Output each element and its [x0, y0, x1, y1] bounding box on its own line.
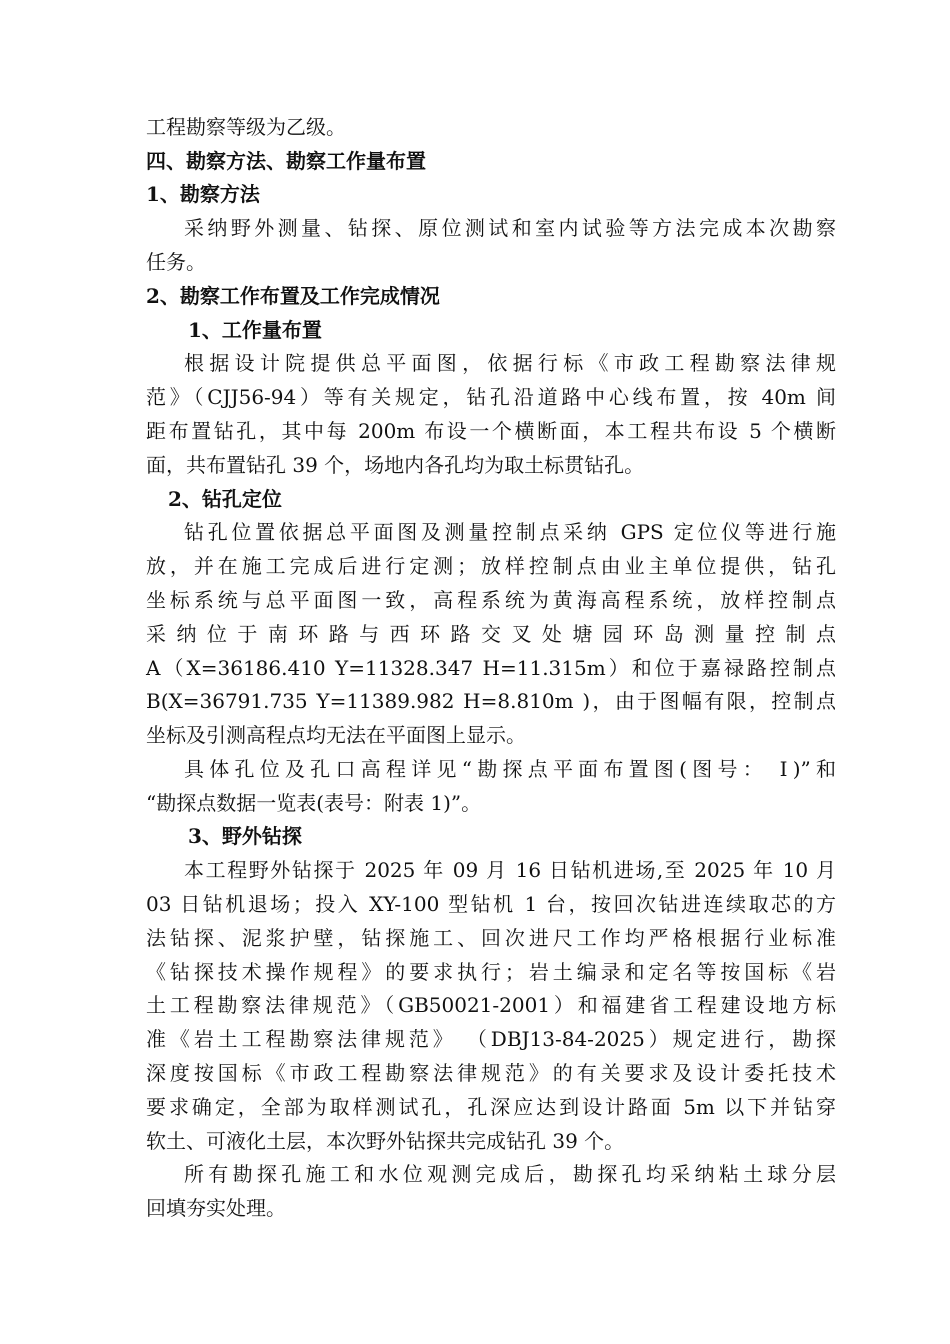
paragraph-line: 要求确定，全部为取样测试孔，孔深应达到设计路面 5m 以下并钻穿	[146, 1095, 836, 1119]
subsection-heading: 1、勘察方法	[146, 182, 260, 206]
paragraph-line: “勘探点数据一览表(表号：附表 1)”。	[146, 791, 482, 815]
paragraph-line: 回填夯实处理。	[146, 1196, 286, 1220]
paragraph-line: 本工程野外钻探于 2025 年 09 月 16 日钻机进场,至 2025 年 10 月	[184, 858, 836, 882]
paragraph-line: 深度按国标《市政工程勘察法律规范》的有关要求及设计委托技术	[146, 1061, 836, 1085]
paragraph-line: 《钻探技术操作规程》的要求执行；岩土编录和定名等按国标《岩	[146, 960, 836, 984]
paragraph-line: 坐标及引测高程点均无法在平面图上显示。	[146, 723, 526, 747]
paragraph-line: 工程勘察等级为乙级。	[146, 115, 346, 139]
paragraph-line: 准《岩土工程勘察法律规范》 （DBJ13-84-2025）规定进行，勘探	[146, 1027, 836, 1051]
paragraph-line: 任务。	[146, 250, 206, 274]
paragraph-line: A（X=36186.410 Y=11328.347 H=11.315m）和位于嘉禄路控制点	[146, 656, 836, 680]
paragraph-line: 距布置钻孔，其中每 200m 布设一个横断面，本工程共布设 5 个横断	[146, 419, 836, 443]
paragraph-line: 所有勘探孔施工和水位观测完成后，勘探孔均采纳粘土球分层	[184, 1162, 836, 1186]
paragraph-line: 土工程勘察法律规范》（GB50021-2001）和福建省工程建设地方标	[146, 993, 836, 1017]
subsection-heading: 2、勘察工作布置及工作完成情况	[146, 284, 440, 308]
paragraph-line: 范》（CJJ56-94）等有关规定，钻孔沿道路中心线布置，按 40m 间	[146, 385, 836, 409]
paragraph-line: 03 日钻机退场；投入 XY-100 型钻机 1 台，按回次钻进连续取芯的方	[146, 892, 836, 916]
paragraph-line: 面，共布置钻孔 39 个，场地内各孔均为取土标贯钻孔。	[146, 453, 645, 477]
paragraph-line: 法钻探、泥浆护壁，钻探施工、回次进尺工作均严格根据行业标准	[146, 926, 836, 950]
subsection-heading: 1、工作量布置	[188, 318, 322, 342]
paragraph-line: 放，并在施工完成后进行定测；放样控制点由业主单位提供，钻孔	[146, 554, 836, 578]
paragraph-line: B(X=36791.735 Y=11389.982 H=8.810m )，由于图幅有限，控制点	[146, 689, 836, 713]
paragraph-line: 根据设计院提供总平面图，依据行标《市政工程勘察法律规	[184, 351, 836, 375]
paragraph-line: 钻孔位置依据总平面图及测量控制点采纳 GPS 定位仪等进行施	[184, 520, 836, 544]
paragraph-line: 采纳野外测量、钻探、原位测试和室内试验等方法完成本次勘察	[184, 216, 836, 240]
subsection-heading: 3、野外钻探	[188, 824, 302, 848]
paragraph-line: 具体孔位及孔口高程详见“勘探点平面布置图(图号： Ⅰ)”和	[184, 757, 836, 781]
section-heading: 四、勘察方法、勘察工作量布置	[146, 149, 426, 173]
paragraph-line: 采纳位于南环路与西环路交叉处塘园环岛测量控制点	[146, 622, 836, 646]
subsection-heading: 2、钻孔定位	[168, 487, 282, 511]
paragraph-line: 软土、可液化土层，本次野外钻探共完成钻孔 39 个。	[146, 1129, 625, 1153]
paragraph-line: 坐标系统与总平面图一致，高程系统为黄海高程系统，放样控制点	[146, 588, 836, 612]
